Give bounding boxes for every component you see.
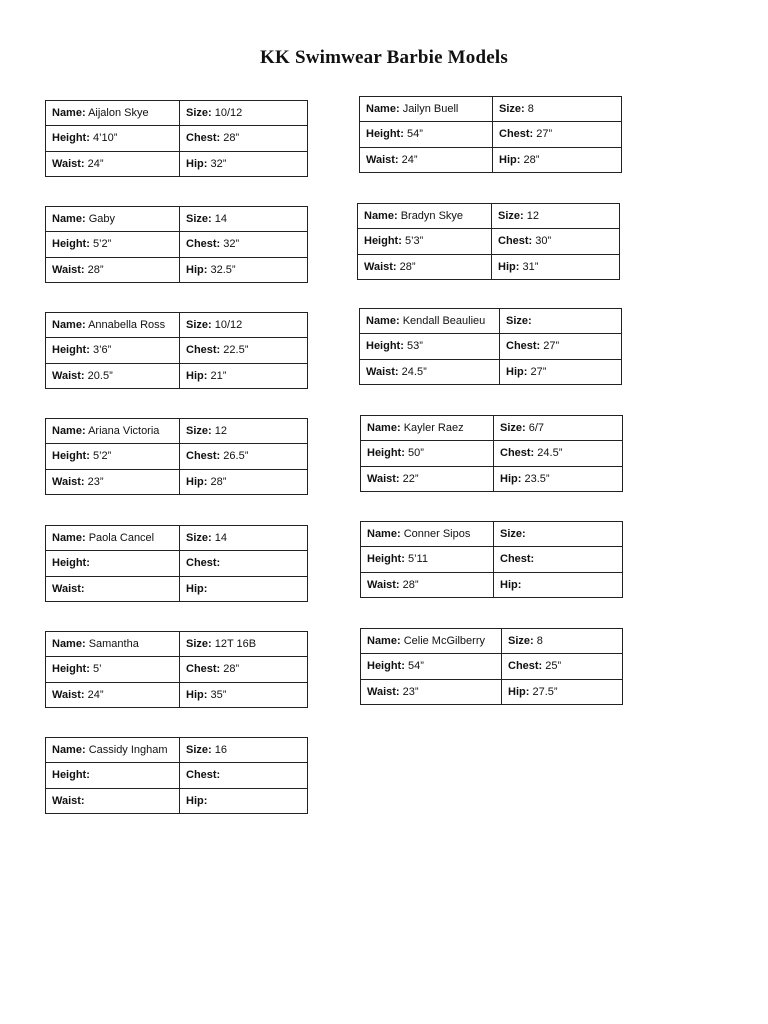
hip-label: Hip: xyxy=(186,263,208,276)
waist-cell xyxy=(46,469,180,494)
chest-cell xyxy=(500,334,622,359)
card-row xyxy=(46,101,308,126)
card-row xyxy=(358,254,620,279)
card-row xyxy=(361,547,623,572)
card-row xyxy=(360,122,622,147)
waist-label: Waist: xyxy=(52,582,85,595)
model-card xyxy=(360,415,623,492)
waist-cell xyxy=(46,363,180,388)
height-cell xyxy=(46,551,180,576)
model-card xyxy=(357,203,620,280)
waist-label: Waist: xyxy=(366,365,399,378)
name-cell xyxy=(46,738,180,763)
waist-label: Waist: xyxy=(52,688,85,701)
name-value: Kendall Beaulieu xyxy=(402,315,486,328)
size-label: Size: xyxy=(500,422,526,435)
size-cell xyxy=(180,632,308,657)
waist-label: Waist: xyxy=(366,153,399,166)
hip-value: 23.5” xyxy=(524,472,550,485)
height-value: 5’ xyxy=(92,663,102,676)
height-value: 3’6” xyxy=(92,344,112,357)
card-row xyxy=(46,551,308,576)
name-value: Aijalon Skye xyxy=(88,107,149,120)
size-value: 6/7 xyxy=(528,422,545,435)
waist-cell xyxy=(46,788,180,813)
chest-label: Chest: xyxy=(186,663,221,676)
hip-cell xyxy=(500,359,622,384)
height-value: 5’3” xyxy=(404,235,424,248)
card-row xyxy=(360,147,622,172)
waist-cell xyxy=(361,466,494,491)
chest-value: 26.5” xyxy=(223,450,249,463)
chest-cell xyxy=(502,654,623,679)
name-label: Name: xyxy=(367,422,401,435)
hip-value: 21” xyxy=(210,369,227,382)
height-label: Height: xyxy=(52,344,90,357)
height-cell xyxy=(361,654,502,679)
hip-cell xyxy=(493,147,622,172)
size-label: Size: xyxy=(506,315,532,328)
size-label: Size: xyxy=(186,744,212,757)
chest-value: 25” xyxy=(545,660,562,673)
card-row xyxy=(361,522,623,547)
name-cell xyxy=(361,522,494,547)
hip-value: 35” xyxy=(210,688,227,701)
model-card xyxy=(360,521,623,598)
chest-label: Chest: xyxy=(186,132,221,145)
height-value: 54” xyxy=(406,128,423,141)
size-cell xyxy=(180,526,308,551)
height-cell xyxy=(360,334,500,359)
waist-value: 24.5” xyxy=(401,365,427,378)
waist-cell xyxy=(358,254,492,279)
hip-cell xyxy=(180,363,308,388)
waist-cell xyxy=(46,576,180,601)
name-value: Gaby xyxy=(88,213,115,226)
model-card xyxy=(45,206,308,283)
height-value: 5’11 xyxy=(407,553,428,566)
waist-value: 28” xyxy=(87,263,104,276)
card-row xyxy=(46,207,308,232)
height-value: 5’2” xyxy=(92,450,112,463)
waist-value: 23” xyxy=(87,475,104,488)
hip-cell xyxy=(494,572,623,597)
card-row xyxy=(46,632,308,657)
height-label: Height: xyxy=(364,235,402,248)
waist-label: Waist: xyxy=(52,369,85,382)
waist-value: 28” xyxy=(402,578,419,591)
name-cell xyxy=(360,309,500,334)
card-row xyxy=(46,469,308,494)
card-row xyxy=(360,97,622,122)
size-label: Size: xyxy=(186,107,212,120)
waist-cell xyxy=(361,679,502,704)
name-cell xyxy=(360,97,493,122)
size-value: 8 xyxy=(527,103,534,116)
card-row xyxy=(358,229,620,254)
chest-cell xyxy=(180,444,308,469)
card-row xyxy=(46,313,308,338)
height-value: 50” xyxy=(407,447,424,460)
card-row xyxy=(46,576,308,601)
hip-cell xyxy=(502,679,623,704)
card-row xyxy=(360,309,622,334)
card-row xyxy=(46,363,308,388)
chest-value: 28” xyxy=(223,132,240,145)
chest-cell xyxy=(494,547,623,572)
size-value: 12 xyxy=(214,425,227,438)
waist-cell xyxy=(46,151,180,176)
card-row xyxy=(46,338,308,363)
hip-label: Hip: xyxy=(508,685,530,698)
name-label: Name: xyxy=(366,315,400,328)
size-value: 16 xyxy=(214,744,227,757)
size-label: Size: xyxy=(500,528,526,541)
name-cell xyxy=(46,207,180,232)
card-row xyxy=(358,204,620,229)
size-cell xyxy=(494,522,623,547)
name-value: Ariana Victoria xyxy=(88,425,160,438)
size-label: Size: xyxy=(186,532,212,545)
hip-cell xyxy=(180,469,308,494)
height-cell xyxy=(361,547,494,572)
card-row xyxy=(46,657,308,682)
size-cell xyxy=(494,416,623,441)
hip-label: Hip: xyxy=(186,475,208,488)
chest-label: Chest: xyxy=(499,128,534,141)
chest-cell xyxy=(180,551,308,576)
height-label: Height: xyxy=(366,128,404,141)
card-row xyxy=(361,466,623,491)
card-row xyxy=(46,151,308,176)
name-cell xyxy=(358,204,492,229)
height-cell xyxy=(46,763,180,788)
waist-value: 24” xyxy=(87,157,104,170)
chest-label: Chest: xyxy=(498,235,533,248)
height-cell xyxy=(46,657,180,682)
waist-value: 24” xyxy=(87,688,104,701)
hip-value: 28” xyxy=(523,153,540,166)
name-value: Bradyn Skye xyxy=(400,210,464,223)
waist-label: Waist: xyxy=(367,685,400,698)
name-cell xyxy=(46,632,180,657)
card-row xyxy=(361,654,623,679)
height-cell xyxy=(361,441,494,466)
chest-label: Chest: xyxy=(186,557,221,570)
height-label: Height: xyxy=(52,769,90,782)
hip-label: Hip: xyxy=(186,688,208,701)
card-row xyxy=(361,416,623,441)
name-label: Name: xyxy=(367,635,401,648)
waist-value: 23” xyxy=(402,685,419,698)
height-value: 5’2” xyxy=(92,238,112,251)
chest-cell xyxy=(180,126,308,151)
hip-label: Hip: xyxy=(498,260,520,273)
chest-label: Chest: xyxy=(500,447,535,460)
size-value: 12T 16B xyxy=(214,638,257,651)
chest-value: 24.5” xyxy=(537,447,563,460)
height-cell xyxy=(46,126,180,151)
hip-label: Hip: xyxy=(186,582,208,595)
card-row xyxy=(361,572,623,597)
hip-label: Hip: xyxy=(500,578,522,591)
hip-cell xyxy=(492,254,620,279)
height-label: Height: xyxy=(367,660,405,673)
card-row xyxy=(46,257,308,282)
hip-cell xyxy=(494,466,623,491)
card-row xyxy=(361,629,623,654)
model-card xyxy=(359,308,622,385)
size-cell xyxy=(500,309,622,334)
hip-label: Hip: xyxy=(186,369,208,382)
waist-cell xyxy=(46,257,180,282)
waist-label: Waist: xyxy=(367,578,400,591)
name-label: Name: xyxy=(52,213,86,226)
size-value: 14 xyxy=(214,213,227,226)
name-cell xyxy=(46,526,180,551)
chest-cell xyxy=(180,657,308,682)
chest-value: 28” xyxy=(223,663,240,676)
card-row xyxy=(361,679,623,704)
height-cell xyxy=(46,338,180,363)
chest-value: 32” xyxy=(223,238,240,251)
height-label: Height: xyxy=(367,553,405,566)
height-cell xyxy=(46,444,180,469)
name-label: Name: xyxy=(364,210,398,223)
hip-cell xyxy=(180,576,308,601)
hip-value: 31” xyxy=(522,260,539,273)
size-label: Size: xyxy=(508,635,534,648)
size-cell xyxy=(492,204,620,229)
height-label: Height: xyxy=(52,450,90,463)
chest-label: Chest: xyxy=(186,344,221,357)
chest-cell xyxy=(180,338,308,363)
height-cell xyxy=(46,232,180,257)
name-cell xyxy=(46,101,180,126)
card-row xyxy=(46,444,308,469)
height-label: Height: xyxy=(52,557,90,570)
waist-cell xyxy=(360,359,500,384)
height-value: 53” xyxy=(406,340,423,353)
waist-label: Waist: xyxy=(367,472,400,485)
size-cell xyxy=(180,738,308,763)
chest-cell xyxy=(494,441,623,466)
document-title: KK Swimwear Barbie Models xyxy=(260,47,508,68)
waist-label: Waist: xyxy=(52,475,85,488)
name-label: Name: xyxy=(367,528,401,541)
card-row xyxy=(46,232,308,257)
hip-value: 27” xyxy=(530,365,547,378)
height-label: Height: xyxy=(366,340,404,353)
size-cell xyxy=(493,97,622,122)
hip-label: Hip: xyxy=(506,365,528,378)
card-row xyxy=(46,419,308,444)
size-cell xyxy=(180,101,308,126)
card-row xyxy=(46,126,308,151)
chest-label: Chest: xyxy=(186,450,221,463)
hip-label: Hip: xyxy=(499,153,521,166)
size-value: 8 xyxy=(536,635,543,648)
height-label: Height: xyxy=(367,447,405,460)
hip-value: 27.5” xyxy=(532,685,558,698)
chest-label: Chest: xyxy=(506,340,541,353)
name-value: Cassidy Ingham xyxy=(88,744,168,757)
size-cell xyxy=(180,419,308,444)
size-label: Size: xyxy=(186,213,212,226)
waist-label: Waist: xyxy=(52,157,85,170)
waist-label: Waist: xyxy=(52,794,85,807)
hip-value: 32.5” xyxy=(210,263,236,276)
height-value: 4’10” xyxy=(92,132,118,145)
hip-value: 32” xyxy=(210,157,227,170)
height-value: 54” xyxy=(407,660,424,673)
height-label: Height: xyxy=(52,238,90,251)
hip-cell xyxy=(180,257,308,282)
name-label: Name: xyxy=(52,425,86,438)
size-value: 14 xyxy=(214,532,227,545)
size-value: 12 xyxy=(526,210,539,223)
name-cell xyxy=(361,416,494,441)
name-value: Celie McGilberry xyxy=(403,635,485,648)
card-row xyxy=(360,359,622,384)
waist-value: 28” xyxy=(399,260,416,273)
name-label: Name: xyxy=(52,107,86,120)
height-label: Height: xyxy=(52,663,90,676)
size-label: Size: xyxy=(186,425,212,438)
name-value: Paola Cancel xyxy=(88,532,155,545)
card-row xyxy=(46,682,308,707)
hip-cell xyxy=(180,151,308,176)
waist-value: 24” xyxy=(401,153,418,166)
model-card xyxy=(45,631,308,708)
chest-label: Chest: xyxy=(186,238,221,251)
name-value: Kayler Raez xyxy=(403,422,464,435)
hip-value: 28” xyxy=(210,475,227,488)
waist-cell xyxy=(361,572,494,597)
name-label: Name: xyxy=(366,103,400,116)
name-value: Annabella Ross xyxy=(88,319,166,332)
name-label: Name: xyxy=(52,532,86,545)
height-cell xyxy=(360,122,493,147)
size-label: Size: xyxy=(186,319,212,332)
chest-label: Chest: xyxy=(186,769,221,782)
size-label: Size: xyxy=(499,103,525,116)
chest-value: 22.5” xyxy=(223,344,249,357)
waist-value: 20.5” xyxy=(87,369,113,382)
model-card xyxy=(359,96,622,173)
card-row xyxy=(46,526,308,551)
model-card xyxy=(45,525,308,602)
waist-label: Waist: xyxy=(364,260,397,273)
height-label: Height: xyxy=(52,132,90,145)
card-row xyxy=(46,763,308,788)
size-cell xyxy=(180,207,308,232)
name-value: Conner Sipos xyxy=(403,528,471,541)
size-cell xyxy=(502,629,623,654)
name-label: Name: xyxy=(52,744,86,757)
chest-cell xyxy=(492,229,620,254)
model-card xyxy=(45,100,308,177)
model-card xyxy=(45,312,308,389)
size-label: Size: xyxy=(498,210,524,223)
name-value: Jailyn Buell xyxy=(402,103,459,116)
chest-value: 30” xyxy=(535,235,552,248)
name-cell xyxy=(361,629,502,654)
chest-value: 27” xyxy=(543,340,560,353)
card-row xyxy=(360,334,622,359)
waist-label: Waist: xyxy=(52,263,85,276)
chest-value: 27” xyxy=(536,128,553,141)
hip-label: Hip: xyxy=(186,794,208,807)
name-cell xyxy=(46,419,180,444)
size-label: Size: xyxy=(186,638,212,651)
chest-label: Chest: xyxy=(500,553,535,566)
waist-cell xyxy=(46,682,180,707)
model-card xyxy=(45,418,308,495)
height-cell xyxy=(358,229,492,254)
chest-label: Chest: xyxy=(508,660,543,673)
size-value: 10/12 xyxy=(214,319,243,332)
name-value: Samantha xyxy=(88,638,139,651)
chest-cell xyxy=(180,763,308,788)
name-cell xyxy=(46,313,180,338)
waist-cell xyxy=(360,147,493,172)
size-cell xyxy=(180,313,308,338)
model-card xyxy=(360,628,623,705)
hip-label: Hip: xyxy=(186,157,208,170)
size-value: 10/12 xyxy=(214,107,243,120)
hip-cell xyxy=(180,682,308,707)
name-label: Name: xyxy=(52,638,86,651)
chest-cell xyxy=(493,122,622,147)
chest-cell xyxy=(180,232,308,257)
waist-value: 22” xyxy=(402,472,419,485)
card-row xyxy=(46,788,308,813)
name-label: Name: xyxy=(52,319,86,332)
model-card xyxy=(45,737,308,814)
hip-cell xyxy=(180,788,308,813)
card-row xyxy=(361,441,623,466)
card-row xyxy=(46,738,308,763)
hip-label: Hip: xyxy=(500,472,522,485)
